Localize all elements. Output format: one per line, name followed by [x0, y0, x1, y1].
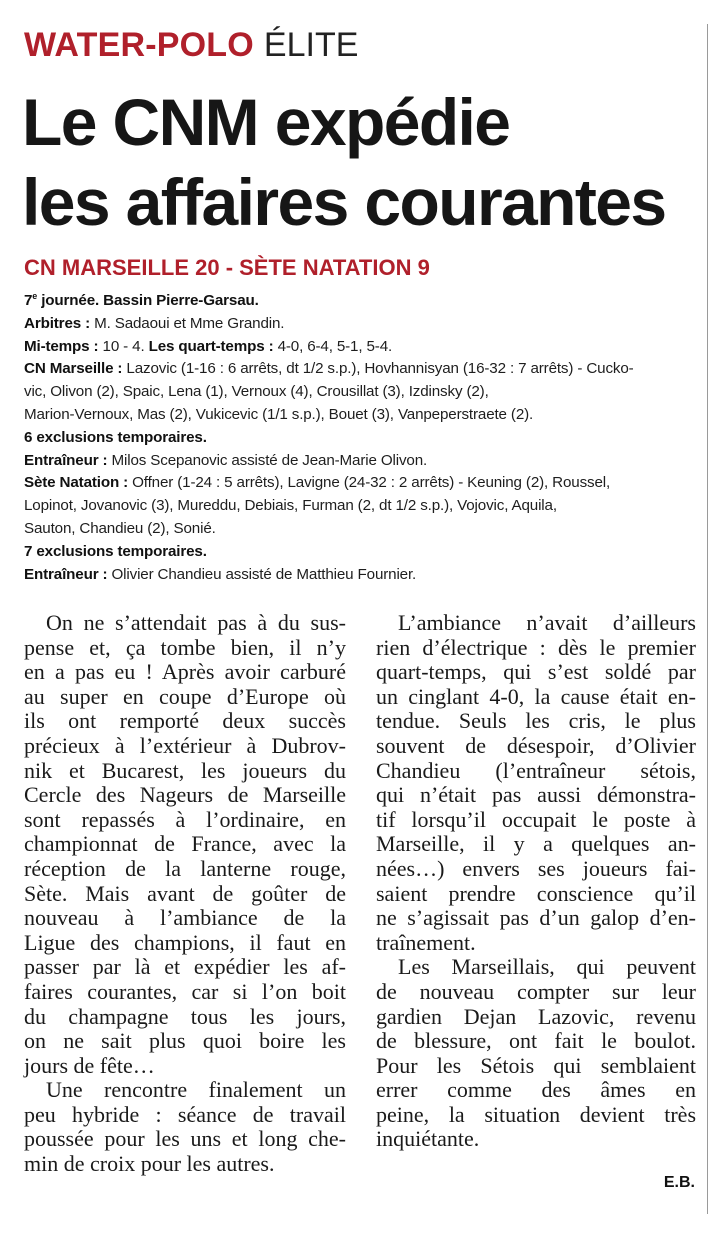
article-line: rien d’électrique : dès le premier [376, 634, 696, 660]
article-line: du champagne tous les jours, [24, 1003, 346, 1029]
author-signature: E.B. [663, 1174, 695, 1191]
article-line: pense et, ça tombe bien, il n’y [24, 634, 346, 660]
facts-cnm-lineup-2: vic, Olivon (2), Spaic, Lena (1), Vernoux (4), Crousillat (3), Izdinsky (2), [24, 383, 489, 401]
article-line: tif lorsqu’il occupait le poste à [376, 806, 696, 832]
article-line: qui n’était pas aussi démonstra- [376, 782, 696, 808]
sete-label: Sète Natation : [24, 474, 129, 492]
kicker-subcategory: ÉLITE [263, 26, 359, 64]
article-column-left [24, 611, 346, 1177]
score-line: CN MARSEILLE 20 - SÈTE NATATION 9 [24, 255, 430, 280]
article-line: ils ont remporté deux succès [24, 708, 346, 734]
article-line: Sète. Mais avant de goûter de [24, 880, 346, 906]
cnm-exclusions-text: 6 exclusions temporaires. [24, 428, 207, 446]
sete-exclusions-text: 7 exclusions temporaires. [24, 542, 207, 560]
matchday-suffix: e [32, 290, 38, 301]
article-line: min de croix pour les autres. [24, 1151, 275, 1177]
article-line: au super en coupe d’Europe où [24, 683, 346, 709]
article-line: errer comme des âmes en [376, 1077, 696, 1103]
cnm-label: CN Marseille : [24, 360, 123, 378]
facts-cnm-lineup-3: Marion-Vernoux, Mas (2), Vukicevic (1/1 s.p.), Bouet (3), Vanpeperstraete (2). [24, 405, 534, 423]
article-line: Marseille, il y a quelques an- [376, 831, 696, 857]
facts-sete-lineup-3: Sauton, Chandieu (2), Sonié. [24, 519, 216, 537]
facts-cnm-coach [24, 450, 704, 473]
article-line: de nouveau compter sur leur [376, 978, 696, 1004]
sete-coach-value: Olivier Chandieu assisté de Matthieu Fournier. [107, 565, 417, 583]
article-line: saient prendre conscience qu’il [376, 880, 696, 906]
sete-coach-label: Entraîneur : [24, 565, 108, 583]
article-line: championnat de France, avec la [24, 831, 346, 857]
article-line: quart-temps, qui s’est soldé par [376, 659, 696, 685]
referees-label: Arbitres : [24, 314, 91, 332]
article-line: précieux à l’extérieur à Dubrov- [24, 732, 346, 758]
section-kicker [24, 22, 358, 68]
cnm-coach-value: Milos Scepanovic assisté de Jean-Marie Olivon. [107, 451, 428, 469]
article-line: peine, la situation devient très [376, 1101, 696, 1127]
headline-line-1: Le CNM expédie [22, 85, 510, 159]
headline [22, 82, 665, 242]
cnm-coach-label: Entraîneur : [24, 451, 108, 469]
article-line: sont repassés à l’ordinaire, en [24, 806, 346, 832]
article-line: nouveau à l’ambiance de la [24, 905, 346, 931]
matchday-number: 7 [24, 292, 33, 309]
article-line: nik et Bucarest, les joueurs du [24, 757, 346, 783]
column-divider [707, 24, 708, 1214]
article-column-right [376, 611, 696, 1152]
article-line: passer par là et expédier les af- [24, 954, 346, 980]
article-line: ne s’agissait pas d’un galop d’en- [376, 905, 696, 931]
facts-cnm-exclusions [24, 427, 704, 450]
facts-cnm-lineup-1 [24, 358, 704, 381]
article-line: en a pas eu ! Après avoir carburé [24, 659, 346, 685]
match-facts-box [24, 290, 704, 586]
facts-referees [24, 313, 704, 336]
article-line: de blessure, ont fait le boulot. [376, 1028, 696, 1054]
article-line: On ne s’attendait pas à du sus- [46, 610, 346, 635]
article-line: Cercle des Nageurs de Marseille [24, 782, 346, 808]
quarters-value: 4-0, 6-4, 5-1, 5-4. [273, 337, 393, 355]
article-line: un cinglant 4-0, la cause était en- [376, 683, 696, 709]
article-line: L’ambiance n’avait d’ailleurs [398, 610, 696, 635]
article-line: Ligue des champions, il faut en [24, 929, 346, 955]
facts-sete-lineup-2: Lopinot, Jovanovic (3), Mureddu, Debiais, Furman (2, dt 1/2 s.p.), Vojovic, Aquila, [24, 497, 557, 515]
article-line: peu hybride : séance de travail [24, 1101, 346, 1127]
article-line: poussée pour les uns et long che- [24, 1126, 346, 1152]
article-line: Pour les Sétois qui semblaient [376, 1052, 696, 1078]
matchday-venue: journée. Bassin Pierre-Garsau. [37, 292, 259, 309]
halftime-value: 10 - 4. [98, 337, 149, 355]
article-line: gardien Dejan Lazovic, revenu [376, 1003, 696, 1029]
facts-sete-lineup-1 [24, 472, 704, 495]
headline-line-2: les affaires courantes [22, 165, 666, 239]
article-line: tendue. Seuls les cris, le plus [376, 708, 696, 734]
article-line: traînement. [376, 929, 476, 955]
facts-sete-coach [24, 564, 704, 587]
article-line: jours de fête… [24, 1052, 155, 1078]
cnm-lineup-text-1: Lazovic (1-16 : 6 arrêts, dt 1/2 s.p.), Hovhannisyan (16-32 : 7 arrêts) - Cucko- [122, 360, 634, 378]
referees-value: M. Sadaoui et Mme Grandin. [90, 314, 285, 332]
halftime-label: Mi-temps : [24, 337, 99, 355]
kicker-category: WATER-POLO [24, 26, 254, 64]
facts-halftime [24, 336, 704, 359]
article-line: inquiétante. [376, 1126, 480, 1152]
quarters-label: Les quart-temps : [148, 337, 274, 355]
article-line: Une rencontre finalement un [46, 1077, 346, 1103]
article-line: faires courantes, car si l’on boit [24, 978, 346, 1004]
article-line: nées…) envers ses joueurs fai- [376, 855, 696, 881]
facts-sete-exclusions [24, 541, 704, 564]
article-line: réception de la lanterne rouge, [24, 855, 346, 881]
article-line: on ne sait plus quoi boire les [24, 1028, 346, 1054]
article-line: souvent de désespoir, d’Olivier [376, 732, 696, 758]
sete-lineup-text-1: Offner (1-24 : 5 arrêts), Lavigne (24-32 : 2 arrêts) - Keuning (2), Roussel, [128, 474, 611, 492]
article-line: Chandieu (l’entraîneur sétois, [376, 757, 696, 783]
facts-matchday [24, 290, 704, 313]
article-line: Les Marseillais, qui peuvent [398, 954, 696, 980]
